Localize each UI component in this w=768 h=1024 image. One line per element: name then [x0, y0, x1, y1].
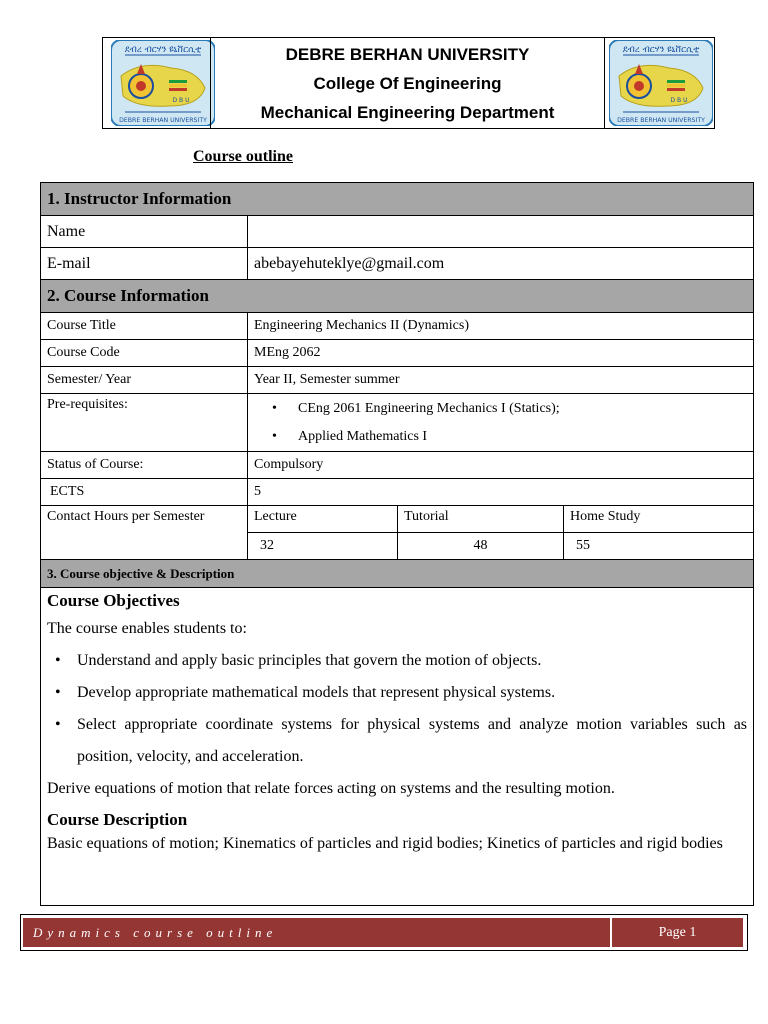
course-title-label: Course Title — [41, 313, 248, 340]
semester-label: Semester/ Year — [41, 367, 248, 394]
svg-text:DEBRE BERHAN UNIVERSITY: DEBRE BERHAN UNIVERSITY — [119, 117, 207, 124]
objectives-heading: Course Objectives — [47, 591, 180, 610]
name-label: Name — [41, 216, 248, 248]
lecture-label: Lecture — [248, 506, 398, 533]
department-name: Mechanical Engineering Department — [260, 103, 555, 122]
lecture-hours: 32 — [248, 533, 398, 560]
tutorial-hours: 48 — [398, 533, 564, 560]
list-item: • Applied Mathematics I — [248, 423, 753, 451]
university-logo — [111, 40, 215, 126]
header-title-block — [211, 38, 604, 130]
ects-value: 5 — [248, 479, 754, 506]
tutorial-label: Tutorial — [398, 506, 564, 533]
svg-text:DEBRE BERHAN UNIVERSITY: DEBRE BERHAN UNIVERSITY — [617, 117, 705, 124]
ects-label: ECTS — [41, 479, 248, 506]
name-value — [248, 216, 754, 248]
objectives-intro: The course enables students to: — [47, 620, 247, 637]
list-item: • CEng 2061 Engineering Mechanics I (Statics); — [248, 395, 753, 423]
home-study-hours: 55 — [564, 533, 754, 560]
description-heading: Course Description — [47, 810, 188, 829]
course-outline-table — [40, 182, 754, 906]
list-item: • Develop appropriate mathematical models that represent physical systems. — [47, 677, 747, 709]
page-footer — [20, 914, 748, 951]
footer-page-number: Page 1 — [612, 918, 743, 947]
list-item: • Select appropriate coordinate systems for physical systems and analyze motion variables such as position, velocity, and acceleration. — [47, 709, 747, 773]
course-code-label: Course Code — [41, 340, 248, 367]
objectives-list — [47, 645, 747, 773]
college-name: College Of Engineering — [313, 74, 502, 93]
university-logo — [609, 40, 713, 126]
page-title: Course outline — [193, 148, 293, 165]
status-label: Status of Course: — [41, 452, 248, 479]
objective-description-cell — [41, 588, 754, 906]
svg-text:ደብረ ብርሃን ዩኒቨርሲቲ: ደብረ ብርሃን ዩኒቨርሲቲ — [124, 45, 202, 55]
svg-text:ደብረ ብርሃን ዩኒቨርሲቲ: ደብረ ብርሃን ዩኒቨርሲቲ — [622, 45, 700, 55]
footer-document-name: Dynamics course outline — [23, 918, 610, 947]
course-code-value: MEng 2062 — [248, 340, 754, 367]
email-value: abebayehuteklye@gmail.com — [248, 248, 754, 280]
section-course-header: 2. Course Information — [41, 280, 754, 313]
list-item: • Understand and apply basic principles that govern the motion of objects. — [47, 645, 747, 677]
home-study-label: Home Study — [564, 506, 754, 533]
contact-hours-label: Contact Hours per Semester — [41, 506, 248, 560]
prerequisites-label: Pre-requisites: — [41, 394, 248, 452]
document-header — [102, 37, 715, 129]
svg-text:D B U: D B U — [172, 97, 190, 104]
section-objective-header: 3. Course objective & Description — [41, 560, 754, 588]
section-instructor-header: 1. Instructor Information — [41, 183, 754, 216]
university-name: DEBRE BERHAN UNIVERSITY — [285, 45, 530, 64]
email-label: E-mail — [41, 248, 248, 280]
objectives-summary: Derive equations of motion that relate forces acting on systems and the resulting motion. — [47, 780, 615, 797]
semester-value: Year II, Semester summer — [248, 367, 754, 394]
svg-text:D B U: D B U — [670, 97, 688, 104]
description-text: Basic equations of motion; Kinematics of particles and rigid bodies; Kinetics of particles and rigid bodies — [47, 835, 723, 852]
prerequisites-value — [248, 394, 754, 452]
course-title-value: Engineering Mechanics II (Dynamics) — [248, 313, 754, 340]
status-value: Compulsory — [248, 452, 754, 479]
